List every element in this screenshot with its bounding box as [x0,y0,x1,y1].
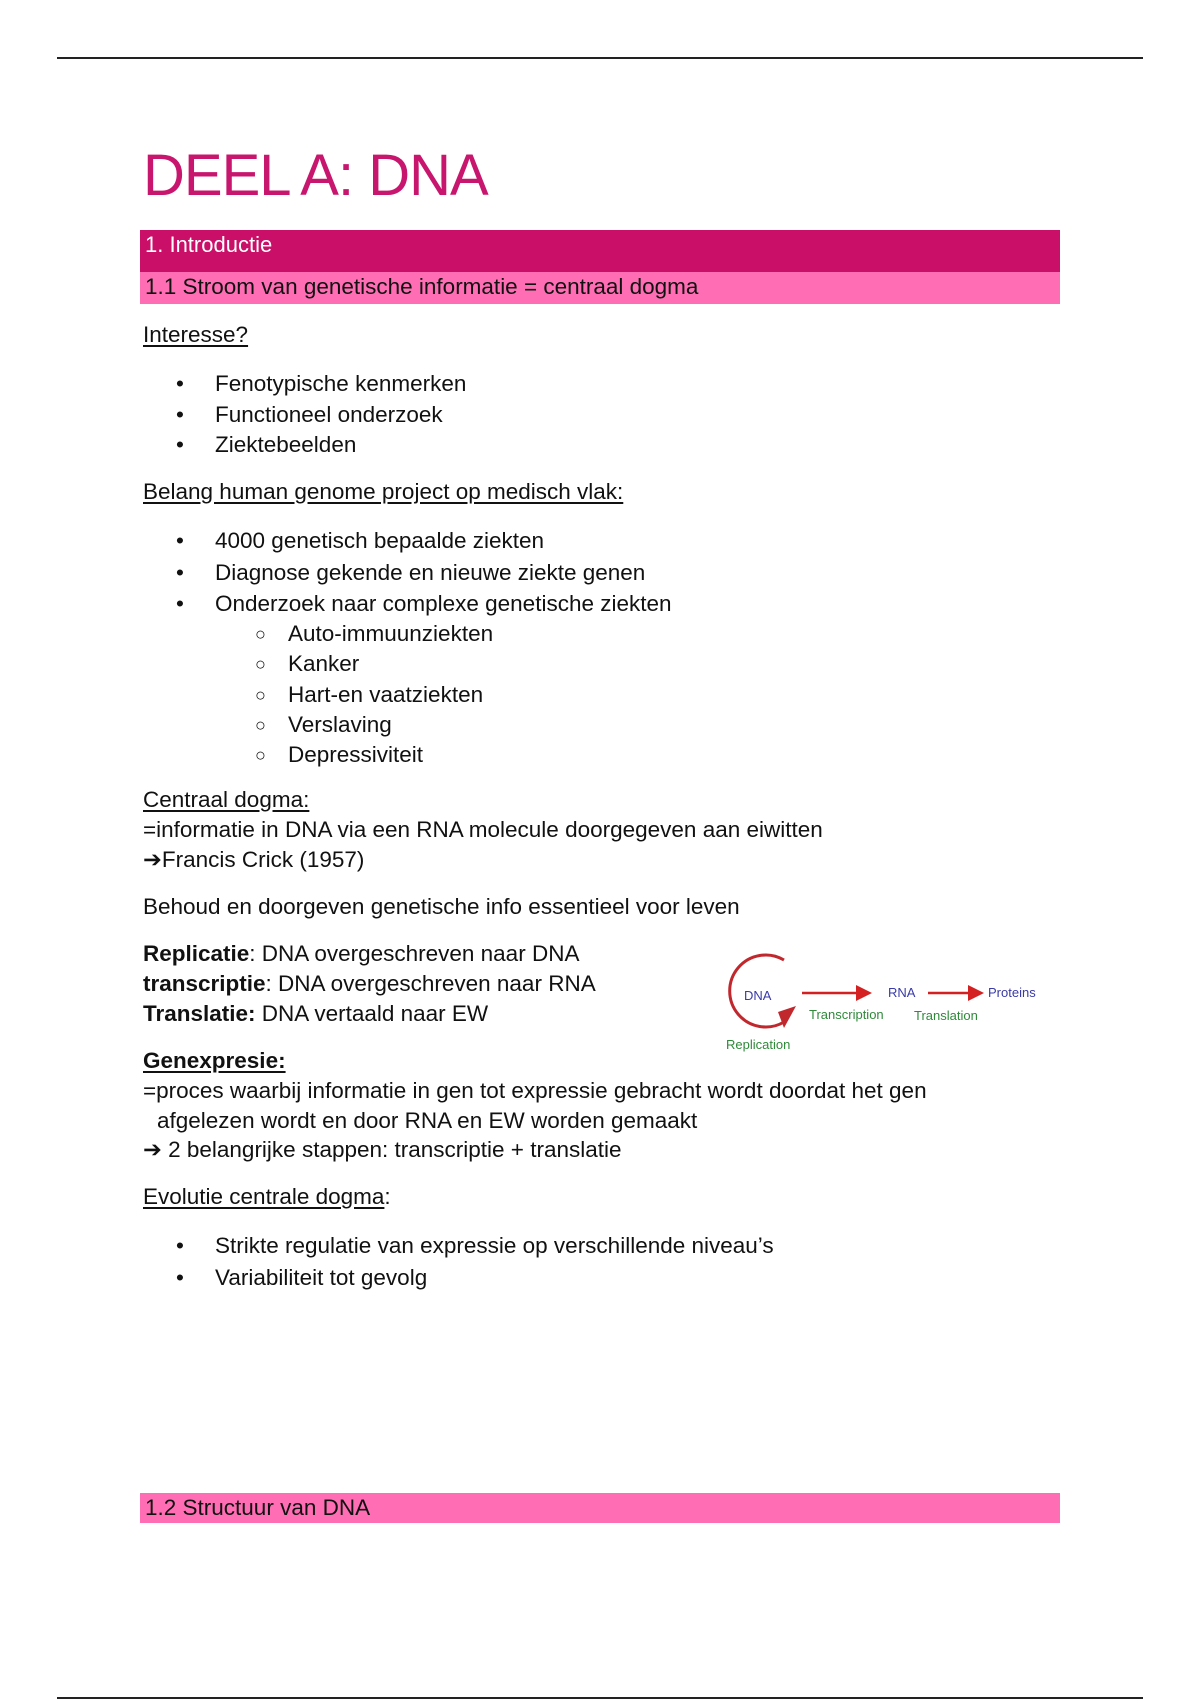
diagram-dna-label: DNA [744,988,772,1003]
centraal-dogma-heading: Centraal dogma: [143,787,310,812]
diagram-translation-label: Translation [914,1008,978,1023]
circle-bullet-icon: ○ [255,715,266,735]
def-translatie: Translatie: DNA vertaald naar EW [143,1001,489,1026]
belang-heading: Belang human genome project op medisch vlak: [143,479,624,504]
list-item: • Variabiliteit tot gevolg [176,1265,428,1290]
bullet-icon: • [176,371,184,396]
interesse-heading: Interesse? [143,322,249,347]
diagram-proteins-label: Proteins [988,985,1036,1000]
diagram-transcription-label: Transcription [809,1007,884,1022]
sub-list-item: ○ Verslaving [255,712,392,737]
list-item: • Ziektebeelden [176,432,357,457]
diagram-rna-label: RNA [888,985,916,1000]
top-rule [57,57,1143,59]
genexpressie-line2: afgelezen wordt en door RNA en EW worden gemaakt [157,1108,698,1133]
dogma-definition: =informatie in DNA via een RNA molecule doorgegeven aan eiwitten [143,817,823,842]
circle-bullet-icon: ○ [255,685,266,705]
translation-arrowhead [968,985,984,1001]
bullet-icon: • [176,402,184,427]
arrow-right-icon: ➔ [143,847,162,872]
circle-bullet-icon: ○ [255,624,266,644]
circle-bullet-icon: ○ [255,654,266,674]
list-item: • Diagnose gekende en nieuwe ziekte genen [176,560,646,585]
transcription-arrowhead [856,985,872,1001]
sub-list-item: ○ Hart-en vaatziekten [255,682,484,707]
dogma-behoud: Behoud en doorgeven genetische info essentieel voor leven [143,894,740,919]
central-dogma-diagram [706,950,1046,1060]
sub-list-item: ○ Kanker [255,651,360,676]
genexpressie-line1: =proces waarbij informatie in gen tot expressie gebracht wordt doordat het gen [143,1078,927,1103]
circle-bullet-icon: ○ [255,745,266,765]
subsection-heading-1-2: 1.2 Structuur van DNA [140,1493,1060,1523]
diagram-replication-label: Replication [726,1037,791,1052]
subsection-heading-1-1: 1.1 Stroom van genetische informatie = centraal dogma [140,272,1060,304]
def-replicatie: Replicatie: DNA overgeschreven naar DNA [143,941,580,966]
bullet-icon: • [176,1233,184,1258]
sub-list-item: ○ Depressiviteit [255,742,424,767]
list-item: • Onderzoek naar complexe genetische ziekten [176,591,672,616]
bullet-icon: • [176,560,184,585]
list-item: • Strikte regulatie van expressie op verschillende niveau’s [176,1233,774,1258]
bullet-icon: • [176,1265,184,1290]
dogma-crick: ➔Francis Crick (1957) [143,847,365,872]
section-heading-introductie: 1. Introductie [140,230,1060,272]
page-title: DEEL A: DNA [143,143,488,208]
genexpressie-steps: ➔ 2 belangrijke stappen: transcriptie + translatie [143,1137,622,1162]
bottom-rule [57,1697,1143,1699]
bullet-icon: • [176,432,184,457]
bullet-icon: • [176,528,184,553]
sub-list-item: ○ Auto-immuunziekten [255,621,494,646]
evolutie-heading: Evolutie centrale dogma: [143,1184,391,1209]
bullet-icon: • [176,591,184,616]
genexpressie-heading: Genexpresie: [143,1048,286,1073]
list-item: • 4000 genetisch bepaalde ziekten [176,528,545,553]
def-transcriptie: transcriptie: DNA overgeschreven naar RNA [143,971,596,996]
list-item: • Fenotypische kenmerken [176,371,467,396]
list-item: • Functioneel onderzoek [176,402,443,427]
arrow-right-icon: ➔ [143,1137,162,1162]
